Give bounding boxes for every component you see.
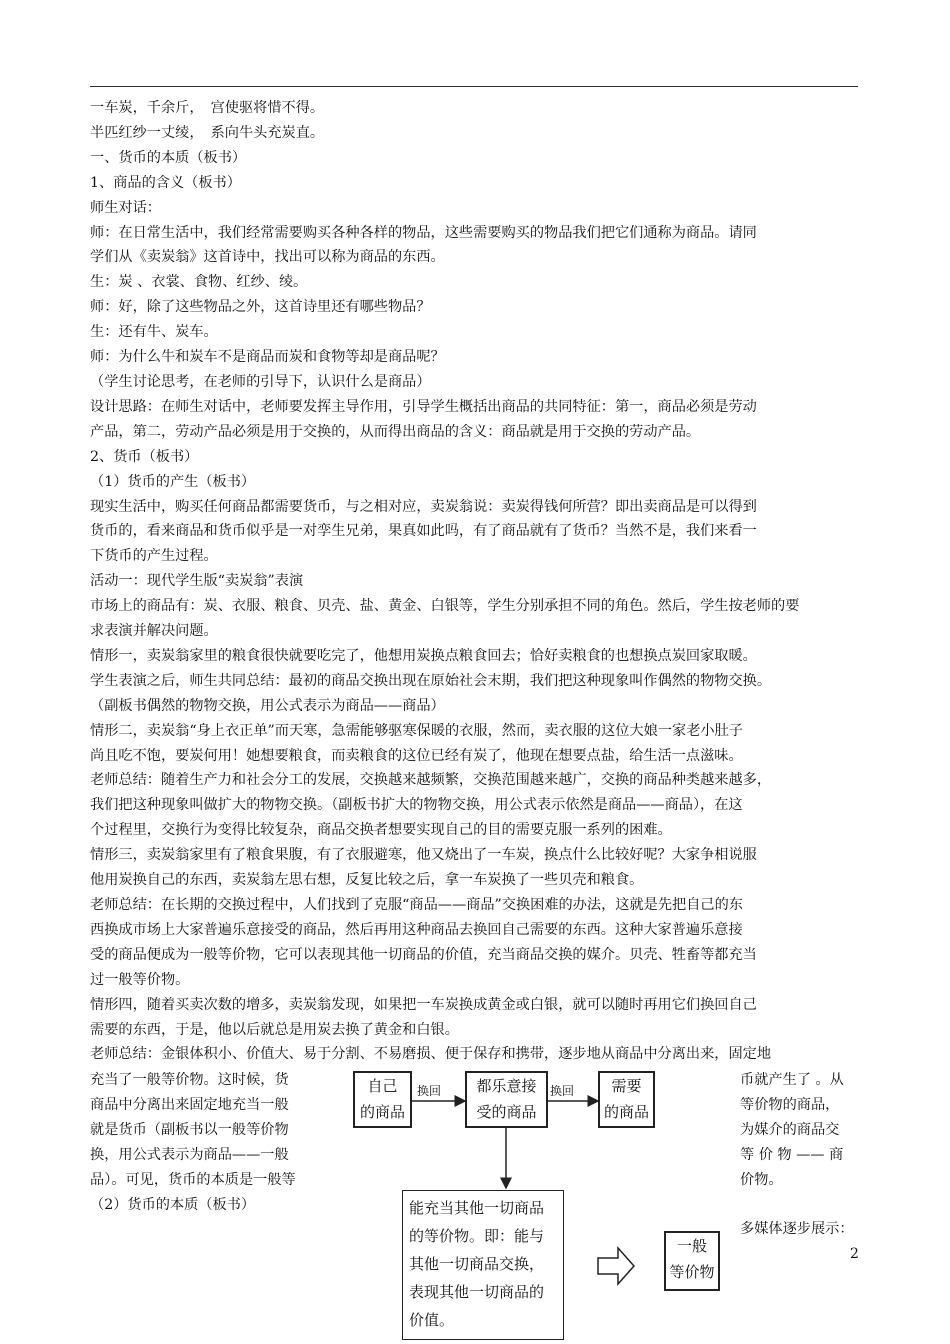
text-line: 产品，第二，劳动产品必须是用于交换的，从而得出商品的含义：商品就是用于交换的劳动产品。 — [90, 423, 701, 440]
text-line: 下货币的产生过程。 — [90, 548, 218, 565]
text-line: 现实生活中，购买任何商品都需要货币，与之相对应，卖炭翁说：卖炭得钱何所营？即出卖商品是可以得到 — [90, 498, 757, 515]
text-line: 个过程里，交换行为变得比较复杂，商品交换者想要实现自己的目的需要克服一系列的困难。 — [90, 822, 672, 839]
text-line: 师：好，除了这些物品之外，这首诗里还有哪些物品？ — [90, 299, 431, 316]
text-line: 活动一：现代学生版“卖炭翁”表演 — [90, 573, 304, 590]
text-line: 老师总结：随着生产力和社会分工的发展，交换越来越频繁，交换范围越来越广，交换的商品种类越来越多， — [90, 772, 772, 789]
box-description: 能充当其他一切商品 的等价物。即：能与 其他一切商品交换， 表现其他一切商品的 价值。 — [402, 1190, 564, 1340]
text-line: 师：在日常生活中，我们经常需要购买各种各样的物品，这些需要购买的物品我们把它们通称为商品。请同 — [90, 224, 757, 241]
text-line: 半匹红纱一丈绫， 系向牛头充炭直。 — [90, 124, 325, 141]
left-column-line: 换，用公式表示为商品——一般 — [90, 1147, 289, 1163]
left-column-line: 充当了一般等价物。这时候，货 — [90, 1072, 289, 1088]
box-general-equivalent: 一般 等价物 — [664, 1231, 720, 1291]
multimedia-note: 多媒体逐步展示： — [740, 1221, 854, 1237]
text-line: 尚且吃不饱，要炭何用！她想要粮食，而卖粮食的这位已经有炭了，他现在想要点盐，给生活一点滋味。 — [90, 747, 743, 764]
text-line: 他用炭换自己的东西，卖炭翁左思右想，反复比较之后，拿一车炭换了一些贝壳和粮食。 — [90, 872, 644, 889]
label-exchange-2: 换回 — [550, 1084, 575, 1098]
text-line: 西换成市场上大家普遍乐意接受的商品，然后再用这种商品去换回自己需要的东西。这种大家普遍乐意接 — [90, 921, 743, 938]
right-column-line: 等价物的商品， — [740, 1097, 840, 1113]
text-line: 需要的东西，于是，他以后就总是用炭去换了黄金和白银。 — [90, 1021, 459, 1038]
hollow-arrow-to-general-equivalent — [598, 1248, 634, 1284]
text-line: 一、货币的本质（板书） — [90, 149, 247, 166]
text-line: 生：还有牛、炭车。 — [90, 324, 218, 341]
text-line: 情形四，随着买卖次数的增多，卖炭翁发现，如果把一车炭换成黄金或白银，就可以随时再用它们换回自己 — [90, 996, 757, 1013]
text-line: 一车炭，千余斤， 宫使驱将惜不得。 — [90, 100, 325, 116]
left-column-line: 品）。可见，货币的本质是一般等 — [90, 1172, 296, 1188]
text-line: 1、商品的含义（板书） — [90, 174, 241, 191]
box-own-goods: 自己 的商品 — [353, 1071, 412, 1128]
right-column-line: 币就产生了 。从 — [740, 1072, 844, 1088]
text-line: 师生对话： — [90, 199, 161, 216]
text-line: 情形一，卖炭翁家里的粮食很快就要吃完了，他想用炭换点粮食回去；恰好卖粮食的也想换点炭回家取暖。 — [90, 647, 757, 664]
text-line: 生：炭 、衣裳、食物、红纱、绫。 — [90, 274, 308, 291]
text-line: （1）货币的产生（板书） — [90, 473, 256, 490]
text-line: 受的商品便成为一般等价物，它可以表现其他一切商品的价值，充当商品交换的媒介。贝壳、牲畜等都充当 — [90, 946, 757, 963]
text-line: 2、货币（板书） — [90, 448, 199, 465]
left-column-line: 商品中分离出来固定地充当一般 — [90, 1097, 289, 1113]
text-line: 我们把这种现象叫做扩大的物物交换。（副板书扩大的物物交换，用公式表示依然是商品——商品），在这 — [90, 797, 743, 814]
text-line: 情形二，卖炭翁“身上衣正单”而天寒，急需能够驱寒保暖的衣服，然而，卖衣服的这位大娘一家老小肚子 — [90, 722, 743, 739]
text-line: 老师总结：金银体积小、价值大、易于分割、不易磨损、便于保存和携带，逐步地从商品中分离出来，固定地 — [90, 1046, 772, 1063]
text-line: 老师总结：在长期的交换过程中，人们找到了克服“商品——商品”交换困难的办法，这就是先把自己的东 — [90, 897, 743, 913]
text-line: 学们从《卖炭翁》这首诗中，找出可以称为商品的东西。 — [90, 249, 445, 266]
text-line: 学生表演之后，师生共同总结：最初的商品交换出现在原始社会末期，我们把这种现象叫作偶然的物物交换。 — [90, 672, 772, 689]
right-column-line: 等 价 物 —— 商 — [740, 1147, 844, 1163]
page-number: 2 — [850, 1246, 859, 1262]
text-line: 市场上的商品有：炭、衣服、粮食、贝壳、盐、黄金、白银等，学生分别承担不同的角色。然后，学生按老师的要 — [90, 598, 800, 615]
box-accepted-goods: 都乐意接 受的商品 — [465, 1071, 548, 1128]
text-line: 过一般等价物。 — [90, 971, 190, 988]
text-line: 师：为什么牛和炭车不是商品而炭和食物等却是商品呢？ — [90, 349, 445, 366]
text-line: 求表演并解决问题。 — [90, 623, 218, 640]
label-exchange-1: 换回 — [417, 1084, 442, 1098]
text-line: 货币的，看来商品和货币似乎是一对孪生兄弟，果真如此吗，有了商品就有了货币？当然不是，我们来看一 — [90, 523, 757, 540]
left-column-line: （2）货币的本质（板书） — [90, 1197, 256, 1213]
text-line: 设计思路：在师生对话中，老师要发挥主导作用，引导学生概括出商品的共同特征：第一，商品必须是劳动 — [90, 398, 757, 415]
text-line: （副板书偶然的物物交换，用公式表示为商品——商品） — [90, 697, 445, 714]
left-column-line: 就是货币（副板书以一般等价物 — [90, 1122, 289, 1138]
right-column-line: 价物。 — [740, 1172, 783, 1188]
text-line: （学生讨论思考，在老师的引导下，认识什么是商品） — [90, 373, 431, 390]
box-needed-goods: 需要 的商品 — [598, 1071, 655, 1128]
right-column-line: 为媒介的商品交 — [740, 1122, 840, 1138]
text-line: 情形三，卖炭翁家里有了粮食果腹，有了衣服避寒，他又烧出了一车炭，换点什么比较好呢？大家争相说服 — [90, 847, 757, 864]
